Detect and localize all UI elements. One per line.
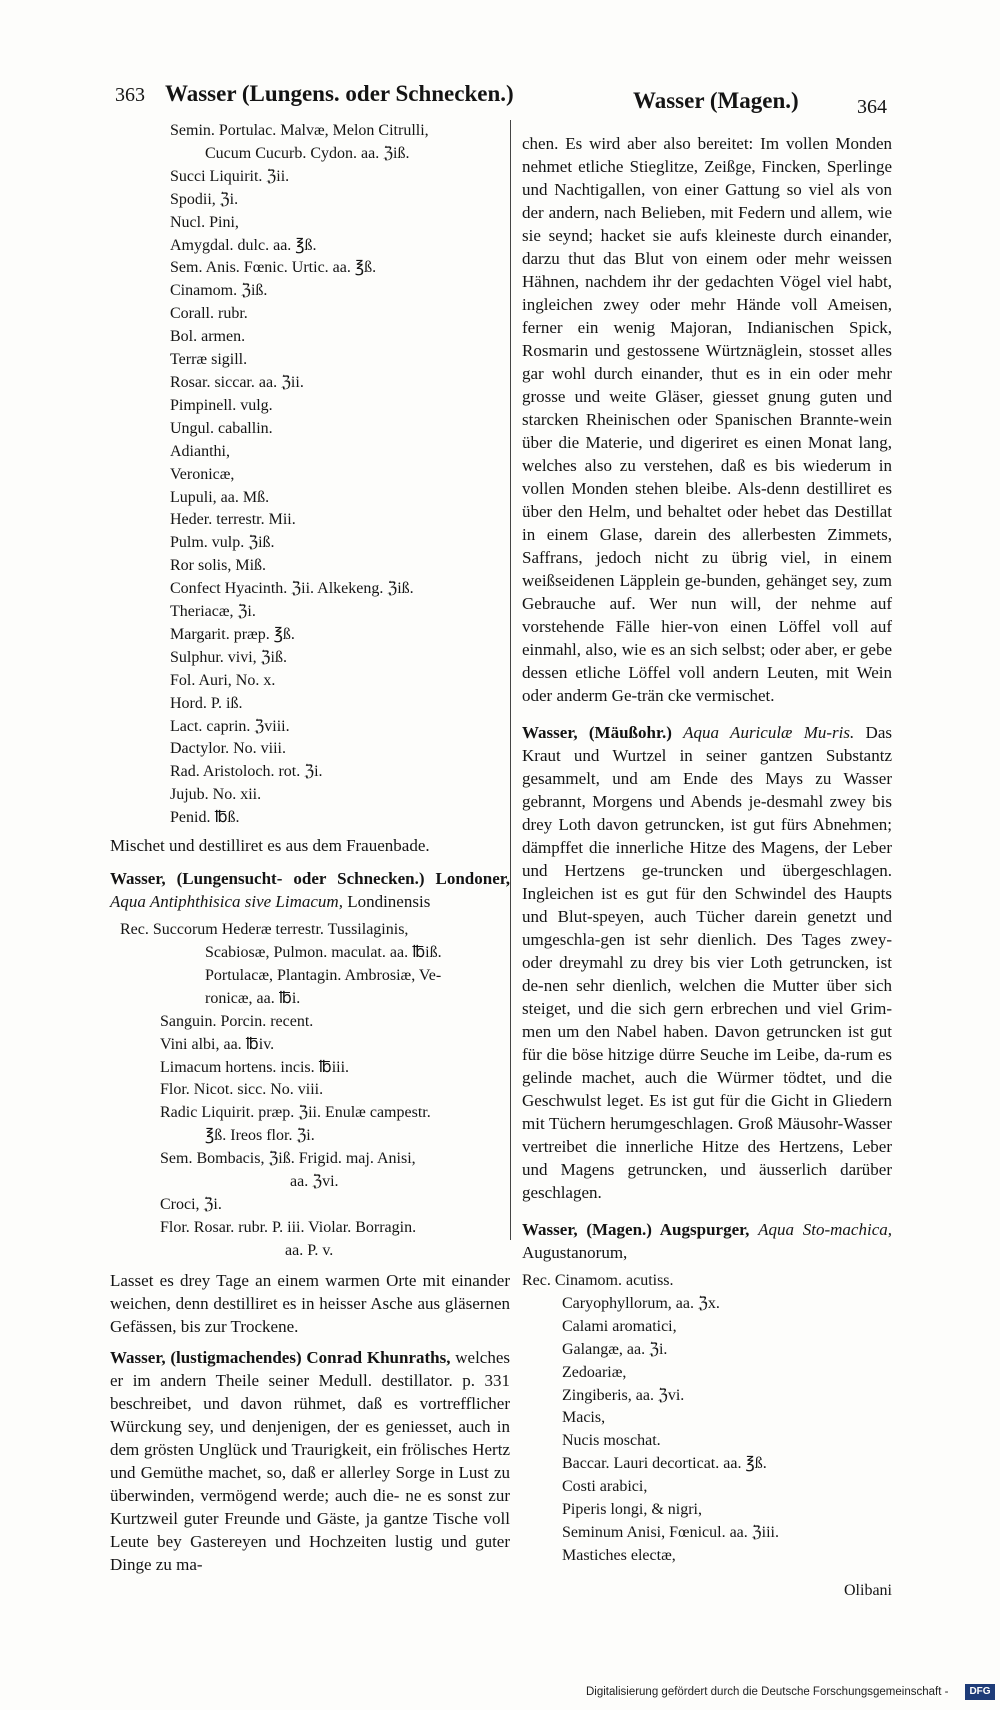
recipe-line: Dactylor. No. viii. — [170, 740, 286, 758]
recipe-line: Sem. Anis. Fœnic. Urtic. aa. ℥ß. — [170, 259, 377, 277]
recipe-line: Veronicæ, — [170, 465, 235, 483]
recipe-line: Corall. rubr. — [170, 305, 248, 323]
entry-heading: Wasser, (lustigmachendes) Conrad Khunraths, — [110, 1347, 451, 1367]
entry-latin-name: Aqua Auriculæ Mu-ris. — [683, 723, 855, 742]
recipe-line: Zedoariæ, — [562, 1363, 627, 1381]
recipe-line: aa. P. v. — [285, 1241, 334, 1259]
right-page-number: 364 — [857, 96, 887, 118]
recipe-line: Vini albi, aa. ℔iv. — [160, 1035, 275, 1053]
recipe-line: Macis, — [562, 1409, 606, 1427]
recipe-line: ronicæ, aa. ℔i. — [205, 989, 301, 1007]
column-divider — [510, 120, 511, 1240]
entry-latin-name: Aqua Antiphthisica sive Limacum, — [110, 892, 343, 912]
entry-body: Lasset es drey Tage an einem warmen Orte mit einander weichen, denn destilliret es in heisser Asche aus gläsernen Gefässen, bis zur Trockene. — [110, 1270, 510, 1336]
recipe-line: Scabiosæ, Pulmon. maculat. aa. ℔iß. — [205, 944, 442, 961]
recipe-line: Costi arabici, — [562, 1478, 648, 1496]
recipe-line: Bol. armen. — [170, 328, 246, 346]
recipe-line: Fol. Auri, No. x. — [170, 671, 276, 689]
recipe-line: Penid. ℔ß. — [170, 809, 240, 827]
entry-augspurger — [522, 1218, 892, 1264]
continuation-text: chen. Es wird aber also bereitet: Im vollen Monden nehmet etliche Stieglitze, Zeißge, Fincken, Sperlinge und Nachtigallen, von einer Gattung so viel als von der andern, nach Belieben, mit Federn und allem, wie sie seynd; hacket sie aufs kleineste durch einander, darzu thut das Blut von einem oder mehr weissen Hähnen, nachdem ihr der gedachten Vögel viel habt, ingleichen zwey oder mehr Hände voll Ameisen, ferner ein wenig Majoran, Indianischen Spick, Rosmarin und gestossene Würtznäglein, stosset alles gar wohl durch einander, thut es in ein oder mehr grosse und weite Gläser, giesset gnung guten und starcken Rheinischen oder Spanischen Brannte-wein über die Materie, und digeriret es einen Monat lang, welches also zu verstehen, daß es bis wiederum in vollen Monden stehen bleibe. Als-denn destilliret es über den Helm, und behaltet oder hebet das Destillat in einem Glase, darein des allerbesten Zimmets, Saffrans, jedoch nicht zu übrig viel, in einem weißseidenen Läpplein ge-bunden, gehänget sey, zum Gebrauche auf. Wer nun will, der nehme auf vorstehende Fälle hier-von einen Löffel voll auf einmahl, also, wie es an sich selbst; oder aber, er gebe dessen etliche Löffel voll andern Leuten, mit Wein oder anderm Ge-trän cke vermischet. — [522, 134, 892, 705]
recipe-line: Pulm. vulp. ℨiß. — [170, 534, 275, 552]
entry-latin-name: Aqua Sto-machica, — [758, 1220, 892, 1239]
recipe-line: Heder. terrestr. Mii. — [170, 511, 296, 529]
recipe-line: Pimpinell. vulg. — [170, 396, 273, 414]
recipe-line: Jujub. No. xii. — [170, 786, 262, 804]
recipe-line: Cucum Cucurb. Cydon. aa. ℨiß. — [205, 144, 410, 162]
recipe-line: Spodii, ℨi. — [170, 190, 239, 208]
recipe-closing: Mischet und destilliret es aus dem Frauenbade. — [110, 836, 430, 856]
left-column — [110, 120, 510, 1576]
recipe-line: Lact. caprin. ℨviii. — [170, 717, 290, 735]
recipe-line: Lupuli, aa. Mß. — [170, 488, 270, 506]
left-running-title: Wasser (Lungens. oder Schnecken.) — [165, 81, 514, 106]
recipe-list — [110, 120, 510, 830]
left-page-number: 363 — [115, 84, 145, 106]
entry-latin-tail: Augustanorum, — [522, 1243, 628, 1262]
recipe-line: Zingiberis, aa. ℨvi. — [562, 1386, 685, 1404]
recipe-line: Nucis moschat. — [562, 1432, 661, 1450]
recipe-line: Limacum hortens. incis. ℔iii. — [160, 1058, 350, 1076]
recipe-line: Sanguin. Porcin. recent. — [160, 1012, 314, 1030]
digitization-credit: Digitalisierung gefördert durch die Deutsche Forschungsgemeinschaft - — [586, 1686, 949, 1698]
entry-body: Das Kraut und Wurtzel in seiner gantzen Substantz gesammelt, und am Ende des Mays zu Wasser gebrannt, Morgens und Abends je-desmahl zwey bis drey Loth davon getruncken, ist gut fürs Abnehmen; dämpffet die innerliche Hitze des Magens, der Leber und Hertzens ge-truncken und übergeschlagen. Ingleichen ist es gut für den Schwindel des Haupts und Blut-speyen, auch Tücher darein genetzt und umgeschla-gen ist sehr dienlich. Des Tages zwey- oder dreymahl zu drey bis vier Loth getruncken, ist de-nen sehr dienlich, welchen die Mutter über sich steiget, und die sich gern erbrechen und viel Grim-men um den Nabel haben. Davon getruncken ist gut für die böse hitzige dürre Seuche im Leibe, da-rum es gelinde machet, auch die Würmer tödtet, und die Geschwulst leget. Es ist gut für die Gicht in Gliedern mit Tüchern herumgeschlagen. Groß Mäusohr-Wasser vertreibet die innerliche Hitze des Hertzens, Leber und Magens getruncken, und äusserlich darüber geschlagen. — [522, 723, 892, 1202]
recipe-line: Semin. Portulac. Malvæ, Melon Citrulli, — [170, 122, 429, 139]
recipe-line: Theriacæ, ℨi. — [170, 603, 256, 621]
entry-heading: Wasser, (Lungensucht- oder Schnecken.) Londoner, — [110, 869, 510, 889]
recipe-line: Sem. Bombacis, ℨiß. Frigid. maj. Anisi, — [160, 1150, 416, 1168]
recipe-line: ℥ß. Ireos flor. ℨi. — [205, 1127, 315, 1145]
entry-mausohr — [522, 721, 892, 1204]
recipe-list — [522, 1270, 892, 1568]
recipe-line: Ror solis, Miß. — [170, 557, 267, 575]
entry-latin-tail: Londinensis — [347, 892, 431, 912]
recipe-line: aa. ℨvi. — [290, 1173, 339, 1191]
recipe-line: Galangæ, aa. ℨi. — [562, 1340, 668, 1358]
entry-londoner — [110, 867, 510, 913]
recipe-list — [110, 919, 510, 1263]
recipe-line: Flor. Nicot. sicc. No. viii. — [160, 1081, 324, 1099]
entry-khunrath — [110, 1346, 510, 1576]
recipe-line: Calami aromatici, — [562, 1317, 677, 1335]
recipe-line: Ungul. caballin. — [170, 419, 273, 437]
right-column — [522, 132, 892, 1600]
recipe-line: Adianthi, — [170, 442, 230, 460]
entry-heading: Wasser, (Mäußohr.) — [522, 723, 672, 742]
recipe-line: Hord. P. iß. — [170, 694, 243, 712]
recipe-line: Radic Liquirit. præp. ℨii. Enulæ campestr. — [160, 1104, 431, 1122]
recipe-line: Rad. Aristoloch. rot. ℨi. — [170, 763, 323, 781]
recipe-line: Amygdal. dulc. aa. ℥ß. — [170, 236, 317, 254]
recipe-line: Terræ sigill. — [170, 351, 248, 369]
recipe-line: Piperis longi, & nigri, — [562, 1501, 702, 1519]
dfg-logo: DFG — [965, 1684, 995, 1700]
recipe-line: Portulacæ, Plantagin. Ambrosiæ, Ve- — [205, 966, 442, 984]
entry-heading: Wasser, (Magen.) Augspurger, — [522, 1220, 750, 1239]
catchword: Olibani — [844, 1581, 892, 1599]
recipe-line: Flor. Rosar. rubr. P. iii. Violar. Borragin. — [160, 1218, 417, 1236]
recipe-line: Caryophyllorum, aa. ℨx. — [562, 1294, 720, 1312]
recipe-line: Confect Hyacinth. ℨii. Alkekeng. ℨiß. — [170, 580, 414, 598]
recipe-line: Cinamom. ℨiß. — [170, 282, 268, 300]
recipe-line: Baccar. Lauri decorticat. aa. ℥ß. — [562, 1455, 767, 1473]
right-running-title: Wasser (Magen.) — [633, 88, 799, 113]
recipe-line: Seminum Anisi, Fœnicul. aa. ℨiii. — [562, 1523, 779, 1541]
recipe-line: Margarit. præp. ℥ß. — [170, 625, 295, 643]
entry-body: welches er im andern Theile seiner Medull. destillator. p. 331 beschreibet, und davon rühmet, daß es vortrefflicher Würckung sey, und denjenigen, der es geniesset, auch in dem grösten Unglück und Traurigkeit, ein frölisches Hertz und Gemüthe machet, so, daß er allerley Sorge in Lust zu überwinden, vermögend werde; auch die- ne es sonst zur Kurtzweil guter Freunde und Gäste, ja gantze Tische voll Leute bey Gastereyen und Hochzeiten lustig und guter Dinge zu ma- — [110, 1347, 511, 1574]
recipe-line: Rec. Succorum Hederæ terrestr. Tussilaginis, — [120, 921, 409, 939]
recipe-line: Croci, ℨi. — [160, 1195, 222, 1213]
recipe-line: Sulphur. vivi, ℨiß. — [170, 648, 287, 666]
recipe-line: Succi Liquirit. ℨii. — [170, 167, 290, 185]
recipe-line: Mastiches electæ, — [562, 1546, 676, 1564]
recipe-line: Nucl. Pini, — [170, 213, 239, 231]
recipe-line: Rec. Cinamom. acutiss. — [522, 1272, 674, 1289]
recipe-line: Rosar. siccar. aa. ℨii. — [170, 373, 304, 391]
